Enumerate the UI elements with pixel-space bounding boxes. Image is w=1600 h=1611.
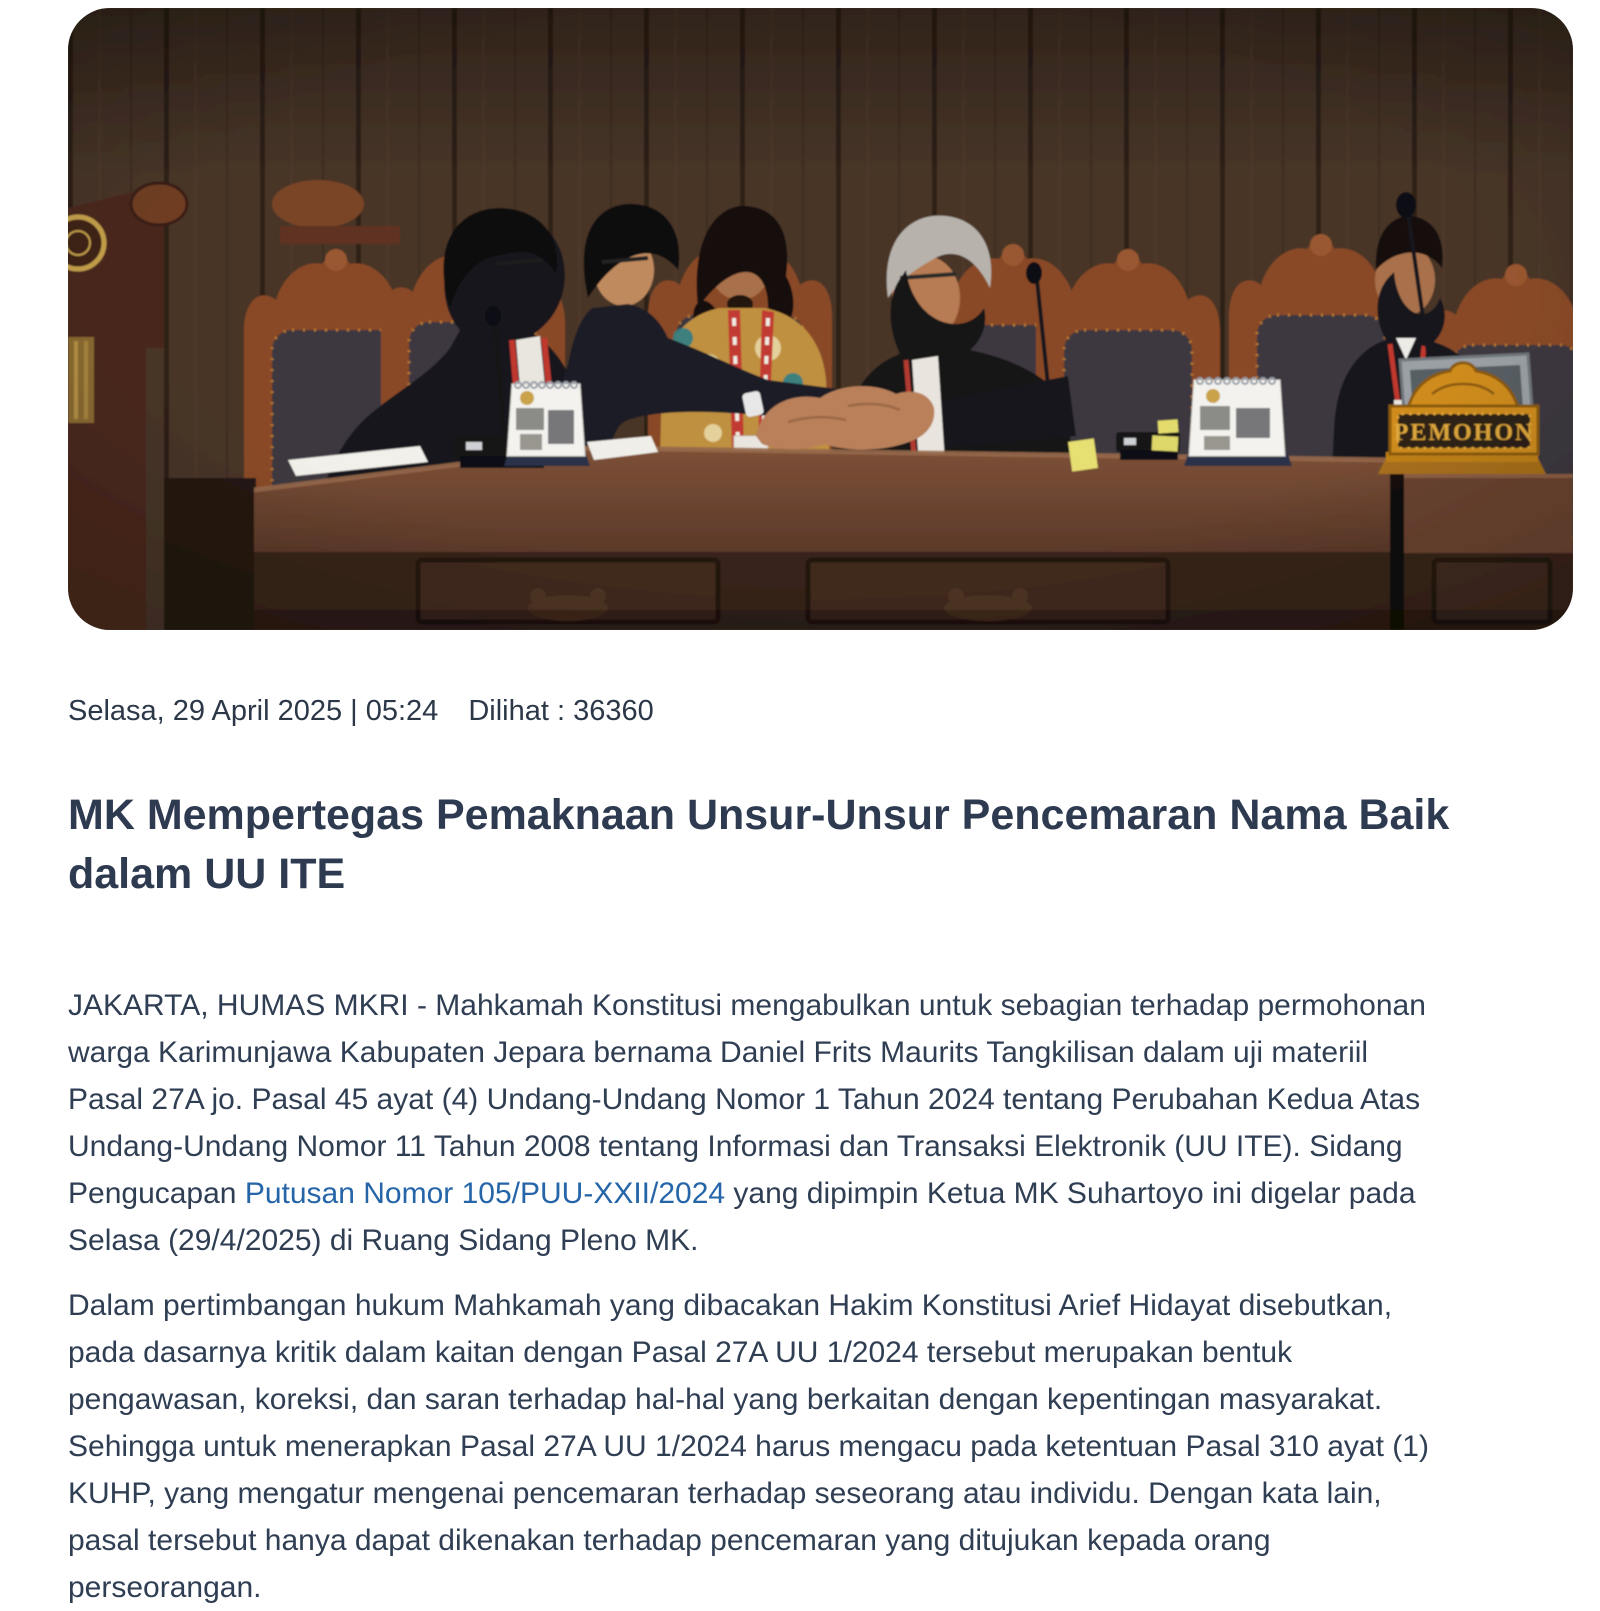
text-line: pada dasarnya kritik dalam kaitan dengan Pasal 27A UU 1/2024 tersebut merupakan bentuk — [68, 1336, 1293, 1369]
text-line: Sehingga untuk menerapkan Pasal 27A UU 1/2024 harus mengacu pada ketentuan Pasal 310 ayat (1) — [68, 1430, 1429, 1463]
text-line: warga Karimunjawa Kabupaten Jepara bernama Daniel Frits Maurits Tangkilisan dalam uji materiil — [68, 1036, 1369, 1069]
text-line: Dalam pertimbangan hukum Mahkamah yang dibacakan Hakim Konstitusi Arief Hidayat disebutkan, — [68, 1289, 1393, 1322]
article-body — [0, 694, 1600, 1611]
text-line: perseorangan. — [68, 1571, 262, 1604]
photo-vignette — [68, 8, 1573, 630]
article-photo — [68, 8, 1573, 630]
paragraph-1-link-line — [68, 1170, 1600, 1217]
text-line: Pasal 27A jo. Pasal 45 ayat (4) Undang-Undang Nomor 1 Tahun 2024 tentang Perubahan Kedua Atas — [68, 1083, 1421, 1116]
line5-pre-text: Pengucapan — [68, 1177, 245, 1210]
text-line: pengawasan, koreksi, dan saran terhadap hal-hal yang berkaitan dengan kepentingan masyarakat. — [68, 1383, 1383, 1416]
publish-datetime: Selasa, 29 April 2025 | 05:24 — [68, 695, 439, 727]
text-line: pasal tersebut hanya dapat dikenakan terhadap pencemaran yang ditujukan kepada orang — [68, 1524, 1271, 1557]
view-count: Dilihat : 36360 — [468, 695, 654, 727]
putusan-link[interactable]: Putusan Nomor 105/PUU-XXII/2024 — [244, 1177, 726, 1210]
article-meta — [68, 694, 1600, 728]
text-line: MK Mempertegas Pemaknaan Unsur-Unsur Pencemaran Nama Baik — [68, 791, 1450, 839]
text-line: dalam UU ITE — [68, 850, 346, 898]
courtroom-scene — [68, 8, 1573, 630]
paragraph-1 — [68, 982, 1600, 1264]
line5-post-text: yang dipimpin Ketua MK Suhartoyo ini digelar pada — [725, 1177, 1416, 1210]
text-line: Undang-Undang Nomor 11 Tahun 2008 tentang Informasi dan Transaksi Elektronik (UU ITE). Sidang — [68, 1130, 1403, 1163]
text-line: JAKARTA, HUMAS MKRI - Mahkamah Konstitusi mengabulkan untuk sebagian terhadap permohonan — [68, 989, 1426, 1022]
paragraph-1-last-line: Selasa (29/4/2025) di Ruang Sidang Pleno MK. — [68, 1224, 699, 1257]
text-line: KUHP, yang mengatur mengenai pencemaran terhadap seseorang atau individu. Dengan kata lain, — [68, 1477, 1382, 1510]
article-title — [68, 786, 1600, 904]
paragraph-2 — [68, 1282, 1600, 1611]
paragraph-1-lines — [68, 982, 1600, 1170]
